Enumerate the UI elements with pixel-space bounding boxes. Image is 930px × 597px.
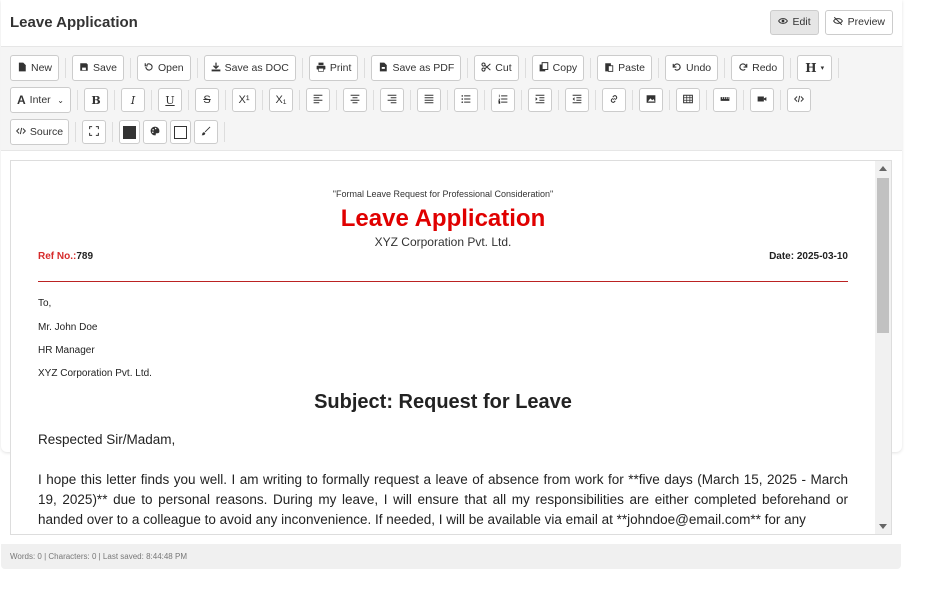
edit-button[interactable] xyxy=(770,10,819,35)
copy-icon xyxy=(539,62,549,75)
text-color-swatch xyxy=(123,126,136,139)
divider xyxy=(151,90,152,110)
link-icon xyxy=(609,94,619,107)
divider xyxy=(114,90,115,110)
redo-button[interactable] xyxy=(731,55,784,81)
divider xyxy=(447,90,448,110)
preview-button[interactable] xyxy=(825,10,893,35)
toolbar xyxy=(1,46,902,151)
align-right-button[interactable] xyxy=(380,88,404,112)
ruler-icon xyxy=(720,94,730,107)
new-button[interactable] xyxy=(10,55,59,81)
divider xyxy=(590,58,591,78)
subscript-button[interactable] xyxy=(269,88,293,112)
image-icon xyxy=(646,94,656,107)
divider xyxy=(525,58,526,78)
divider xyxy=(112,122,113,142)
cut-button[interactable] xyxy=(474,55,518,81)
align-center-icon xyxy=(350,94,360,107)
scroll-thumb[interactable] xyxy=(877,178,889,333)
document-title: Leave Application xyxy=(340,205,546,232)
history-icon xyxy=(144,62,154,75)
scroll-down-arrow-icon[interactable] xyxy=(879,524,887,529)
divider xyxy=(224,122,225,142)
redo-label: Redo xyxy=(752,62,778,74)
file-icon xyxy=(17,62,27,75)
save-pdf-button[interactable] xyxy=(371,55,461,81)
bullet-list-button[interactable] xyxy=(454,88,478,112)
redo-icon xyxy=(738,62,748,75)
status-text: Words: 0 | Characters: 0 | Last saved: 8:44:48 PM xyxy=(10,552,187,561)
align-left-icon xyxy=(313,94,323,107)
link-button[interactable] xyxy=(602,88,626,112)
bold-button[interactable] xyxy=(84,88,108,112)
print-button[interactable] xyxy=(309,55,359,81)
status-bar xyxy=(1,544,901,569)
brush-button[interactable] xyxy=(194,120,218,144)
table-icon xyxy=(683,94,693,107)
table-button[interactable] xyxy=(676,88,700,112)
eye-off-icon xyxy=(833,16,843,29)
save-label: Save xyxy=(93,62,117,74)
paste-icon xyxy=(604,62,614,75)
code-icon xyxy=(16,126,26,139)
pdf-icon xyxy=(378,62,388,75)
paste-button[interactable] xyxy=(597,55,652,81)
palette-icon xyxy=(150,126,160,139)
divider xyxy=(706,90,707,110)
open-button[interactable] xyxy=(137,55,191,81)
toolbar-row-3 xyxy=(10,119,231,145)
save-doc-label: Save as DOC xyxy=(224,62,289,74)
font-select[interactable] xyxy=(10,87,71,113)
subscript-label: X₁ xyxy=(275,94,287,106)
bold-label: B xyxy=(91,93,101,107)
italic-label: I xyxy=(130,93,136,107)
ref-label: Ref No.: xyxy=(38,251,77,262)
divider xyxy=(658,58,659,78)
undo-icon xyxy=(672,62,682,75)
divider xyxy=(632,90,633,110)
scissors-icon xyxy=(481,62,491,75)
heading-label: H xyxy=(805,61,817,75)
outdent-icon xyxy=(572,94,582,107)
app-header xyxy=(1,0,902,44)
divider xyxy=(225,90,226,110)
highlight-color-swatch xyxy=(174,126,187,139)
divider xyxy=(558,90,559,110)
image-button[interactable] xyxy=(639,88,663,112)
divider xyxy=(65,58,66,78)
save-button[interactable] xyxy=(72,55,124,81)
underline-label: U xyxy=(165,93,175,107)
outdent-button[interactable] xyxy=(565,88,589,112)
video-icon xyxy=(757,94,767,107)
new-label: New xyxy=(31,62,53,74)
divider xyxy=(595,90,596,110)
strikethrough-label: S xyxy=(203,94,211,106)
strikethrough-button[interactable] xyxy=(195,88,219,112)
divider xyxy=(521,90,522,110)
superscript-label: X¹ xyxy=(238,94,250,106)
divider xyxy=(780,90,781,110)
divider xyxy=(262,90,263,110)
undo-button[interactable] xyxy=(665,55,718,81)
edit-label: Edit xyxy=(792,16,811,28)
divider xyxy=(743,90,744,110)
divider xyxy=(197,58,198,78)
reference-number xyxy=(38,251,93,262)
address-line: Mr. John Doe xyxy=(38,322,98,333)
document-date: Date: 2025-03-10 xyxy=(769,251,848,262)
toolbar-row-1 xyxy=(10,55,845,81)
bullet-list-icon xyxy=(461,94,471,107)
floppy-icon xyxy=(79,62,89,75)
superscript-button[interactable] xyxy=(232,88,256,112)
chevron-down-icon: ▾ xyxy=(820,65,825,72)
divider xyxy=(299,90,300,110)
divider xyxy=(188,90,189,110)
chevron-down-icon: ⌄ xyxy=(57,95,64,105)
align-left-button[interactable] xyxy=(306,88,330,112)
save-doc-button[interactable] xyxy=(204,55,296,81)
address-line: To, xyxy=(38,298,52,309)
toolbar-row-2 xyxy=(10,87,811,113)
align-center-button[interactable] xyxy=(343,88,367,112)
fullscreen-icon xyxy=(89,126,99,139)
brush-icon xyxy=(201,126,211,139)
font-icon: A xyxy=(17,93,26,107)
numbered-list-button[interactable] xyxy=(491,88,515,112)
header-divider xyxy=(38,281,848,282)
heading-dropdown[interactable] xyxy=(797,55,832,81)
divider xyxy=(75,122,76,142)
subject-heading: Subject: Request for Leave xyxy=(314,391,572,413)
print-label: Print xyxy=(329,62,352,74)
highlight-color-button[interactable] xyxy=(170,120,191,144)
divider xyxy=(467,58,468,78)
copy-button[interactable] xyxy=(532,55,585,81)
divider xyxy=(724,58,725,78)
align-justify-button[interactable] xyxy=(417,88,441,112)
fullscreen-button[interactable] xyxy=(82,120,106,144)
vertical-scrollbar[interactable] xyxy=(875,161,891,534)
document-tagline: "Formal Leave Request for Professional Consideration" xyxy=(332,189,554,199)
code-button[interactable] xyxy=(787,88,811,112)
divider xyxy=(130,58,131,78)
ref-value: 789 xyxy=(76,251,94,262)
open-label: Open xyxy=(157,62,184,74)
cut-label: Cut xyxy=(495,62,512,74)
mode-switch xyxy=(770,10,893,35)
indent-button[interactable] xyxy=(528,88,552,112)
font-label: Inter xyxy=(29,94,51,106)
ruler-button[interactable] xyxy=(713,88,737,112)
address-line: XYZ Corporation Pvt. Ltd. xyxy=(38,368,152,379)
printer-icon xyxy=(316,62,326,75)
undo-label: Undo xyxy=(686,62,712,74)
company-name: XYZ Corporation Pvt. Ltd. xyxy=(374,235,512,249)
divider xyxy=(336,90,337,110)
eye-icon xyxy=(778,16,788,29)
divider xyxy=(410,90,411,110)
align-justify-icon xyxy=(424,94,434,107)
divider xyxy=(77,90,78,110)
indent-icon xyxy=(535,94,545,107)
code-icon xyxy=(794,94,804,107)
document-editor[interactable] xyxy=(10,160,892,535)
paste-label: Paste xyxy=(618,62,646,74)
copy-label: Copy xyxy=(552,62,578,74)
divider xyxy=(373,90,374,110)
address-line: HR Manager xyxy=(38,345,95,356)
source-label: Source xyxy=(29,126,64,138)
align-right-icon xyxy=(387,94,397,107)
save-pdf-label: Save as PDF xyxy=(392,62,455,74)
download-icon xyxy=(211,62,221,75)
salutation: Respected Sir/Madam, xyxy=(38,432,176,447)
divider xyxy=(838,58,839,78)
source-button[interactable] xyxy=(10,119,69,145)
text-color-button[interactable] xyxy=(119,120,140,144)
preview-label: Preview xyxy=(847,16,885,28)
palette-button[interactable] xyxy=(143,120,167,144)
divider xyxy=(364,58,365,78)
divider xyxy=(669,90,670,110)
body-paragraph: I hope this letter finds you well. I am writing to formally request a leave of absence from work for **five days (March 15, 2025 - March 19, 2025)** due to personal reasons. During my leave, I will ensure that all my responsibilities are either completed beforehand or handed over to a colleague to avoid any inconvenience. If needed, I will be available via email at **johndoe@email.com** for any xyxy=(38,472,848,527)
divider xyxy=(484,90,485,110)
divider xyxy=(790,58,791,78)
underline-button[interactable] xyxy=(158,88,182,112)
page-title: Leave Application xyxy=(10,13,138,31)
scroll-up-arrow-icon[interactable] xyxy=(879,166,887,171)
divider xyxy=(302,58,303,78)
numbered-list-icon xyxy=(498,94,508,107)
video-button[interactable] xyxy=(750,88,774,112)
italic-button[interactable] xyxy=(121,88,145,112)
